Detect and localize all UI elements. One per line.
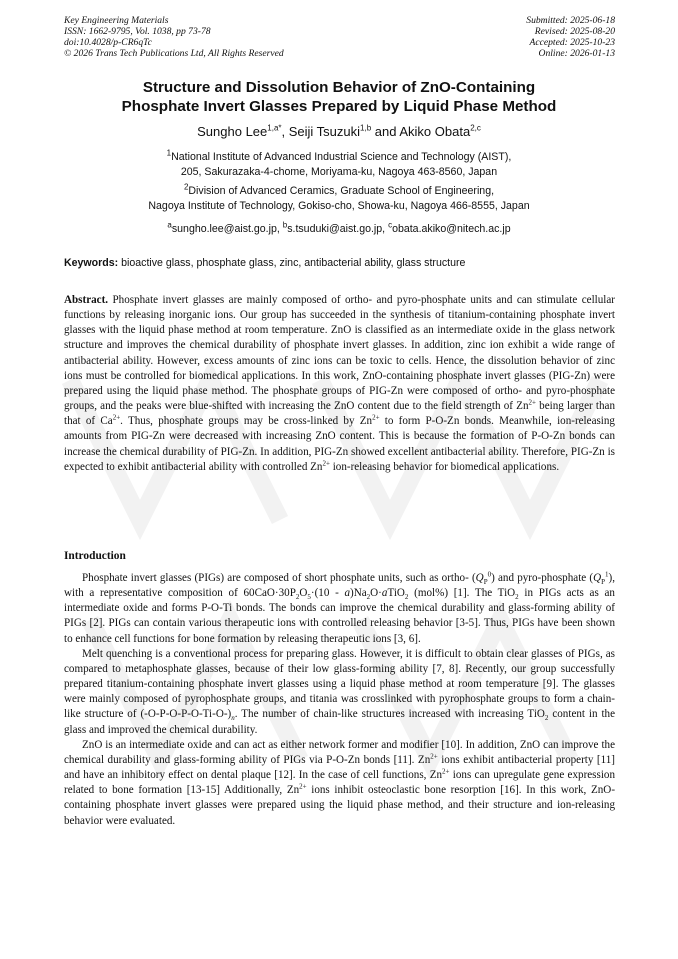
email-link[interactable]: sungho.lee@aist.go.jp, [171, 223, 283, 235]
email-link[interactable]: s.tsuduki@aist.go.jp, [287, 223, 389, 235]
var-n: n [231, 714, 235, 723]
email-marker: b [282, 220, 288, 230]
journal-name: Key Engineering Materials [64, 15, 169, 26]
charge-sup: 2+ [442, 767, 450, 776]
affil-line: National Institute of Advanced Industrial Science and Technology (AIST), [171, 151, 512, 163]
email-marker: c [388, 220, 393, 230]
text: O [299, 587, 308, 600]
journal-header [64, 15, 284, 59]
author-emails [0, 222, 678, 236]
text: (mol%) [1]. The TiO [408, 587, 516, 600]
introduction-body [64, 571, 615, 829]
affil-marker: 2 [183, 182, 189, 192]
abstract-text: being larger than that of Ca [64, 400, 615, 428]
author-list [0, 124, 678, 140]
online-date: Online: 2026-01-13 [538, 48, 615, 59]
dates-header [526, 15, 615, 59]
sub: 2 [544, 714, 549, 723]
text: Melt quenching is a conventional process for preparing glass. However, it is difficult to obtain clear glasses of PIGs, as compared to metaphosphate glasses, because of their low glass-forming ability [7, 8]. Recently, our group successfully prepared titanium-containing phosphate invert glasses using a liquid phase method at room temperature [9]. The glasses were mainly composed of pyrophosphate groups, and titania was crosslinked with pyrophosphate groups to form a chain-like structure of (-O-P-O-P-O-Ti-O-) [64, 647, 615, 721]
text: ions inhibit osteoclastic bone resorption [16]. In this work, ZnO-containing phosphate invert glasses were prepared using the liquid phase method, and their structure and ion-releasing behavior were evaluated. [64, 784, 616, 827]
paper-title [0, 78, 678, 116]
author-affil: 2,c [470, 123, 481, 133]
charge-sup: 2+ [322, 459, 330, 468]
intro-paragraph-3 [64, 738, 615, 829]
keywords [64, 256, 616, 270]
abstract [64, 293, 615, 475]
text: ions exhibit antibacterial property [11] and have an inhibitory effect on dental plaque [12]. In the case of cell functions, Zn [64, 753, 615, 782]
sub: 5 [307, 593, 311, 602]
sub: 2 [404, 593, 409, 602]
var-a: a [344, 587, 351, 600]
affiliation-1 [0, 150, 678, 180]
affil-line: 205, Sakurazaka-4-chome, Moriyama-ku, Nagoya 463-8560, Japan [180, 166, 498, 178]
sup: 0 [487, 570, 492, 579]
q-symbol: Q [593, 572, 602, 584]
var-a: a [381, 587, 388, 600]
author-affil: 1,b [360, 123, 372, 133]
abstract-text: Phosphate invert glasses are mainly composed of ortho- and pyro-phosphate units and can stimulate cellular functions by releasing inorganic ions. Our group has succeeded in the synthesis of titanium-containing phosphate invert glasses with the liquid phase method at room temperature. ZnO is classified as an intermediate oxide in the glass network structure and improves the chemical durability of phosphate invert glasses. In addition, zinc ion exhibit a wide range of antibacterial ability. However, excess amounts of zinc ions can be toxic to cells. Hence, the dissolution behavior of zinc ions must be controlled for biomedical applications. In this work, ZnO-containing phosphate invert glasses (PIG-Zn) were prepared using the liquid phase method. The phosphate groups of PIG-Zn were composed of ortho- and pyro-phosphate groups, and the peaks were blue-shifted with increasing the ZnO content due to the field strength of Zn [64, 294, 615, 413]
accepted-date: Accepted: 2025-10-23 [529, 37, 615, 48]
text: O· [370, 587, 382, 600]
intro-paragraph-1 [64, 571, 615, 647]
sup: 1 [605, 570, 609, 579]
doi: doi:10.4028/p-CR6qTc [64, 37, 152, 48]
author-affil: 1,a* [267, 123, 282, 133]
text: )Na [350, 587, 367, 600]
abstract-text: ion-releasing behavior for biomedical applications. [329, 460, 560, 473]
title-line-2: Phosphate Invert Glasses Prepared by Liquid Phase Method [121, 98, 557, 115]
revised-date: Revised: 2025-08-20 [534, 26, 615, 37]
sub: 2 [366, 593, 371, 602]
abstract-label: Abstract. [64, 294, 109, 306]
affil-line: Nagoya Institute of Technology, Gokiso-cho, Showa-ku, Nagoya 466-8555, Japan [148, 200, 530, 212]
text: Phosphate invert glasses (PIGs) are composed of short phosphate units, such as ortho- ( [82, 572, 476, 584]
affil-marker: 1 [166, 148, 172, 158]
sub: 2 [515, 593, 519, 602]
author-name: Seiji Tsuzuki [288, 124, 361, 139]
title-line-1: Structure and Dissolution Behavior of ZnO-Containing [142, 79, 536, 96]
sub: P [483, 578, 488, 587]
separator: and [371, 124, 400, 139]
affiliation-2 [0, 184, 678, 214]
text: ·(10 - [310, 587, 345, 600]
text: in PIGs acts as an intermediate oxide and forms P-O-Ti bonds. The bonds can improve the chemical durability and glass-forming ability of PIGs [2]. PIGs can contain various therapeutic ions with controlled releasing behavior [3-5]. Thus, PIGs have been shown to enhance cell functions for bone formation by releasing therapeutic ions [3, 6]. [64, 587, 615, 645]
affil-line: Division of Advanced Ceramics, Graduate School of Engineering, [188, 185, 495, 197]
charge-sup: 2+ [430, 752, 438, 761]
separator: , [281, 124, 289, 139]
q-symbol: Q [475, 572, 484, 584]
submitted-date: Submitted: 2025-06-18 [526, 15, 615, 26]
issn: ISSN: 1662-9795, Vol. 1038, pp 73-78 [64, 26, 211, 37]
abstract-text: to form P-O-Zn bonds. Meanwhile, ion-releasing amounts from PIG-Zn were decreased with increasing ZnO content. This is because the formation of P-O-Zn bonds can increase the chemical durability of PIG-Zn. In addition, PIG-Zn showed excellent antibacterial ability. Therefore, PIG-Zn is expected to exhibit antibacterial ability with controlled Zn [64, 415, 615, 473]
keywords-label: Keywords: [64, 257, 119, 269]
charge-sup: 2+ [112, 413, 121, 422]
sub: 2 [295, 593, 300, 602]
text: ) and pyro-phosphate ( [491, 572, 594, 584]
charge-sup: 2+ [528, 398, 536, 407]
text: content in the glass and improved the chemical durability. [64, 708, 616, 736]
text: ), with a representative composition of 60CaO·30P [64, 572, 615, 600]
charge-sup: 2+ [372, 413, 380, 422]
text: ions can upregulate gene expression related to bone formation [13-15] Additionally, Zn [64, 769, 615, 797]
text: TiO [387, 587, 405, 600]
copyright: © 2026 Trans Tech Publications Ltd, All Rights Reserved [64, 48, 284, 59]
author-name: Akiko Obata [399, 124, 471, 139]
charge-sup: 2+ [299, 782, 307, 791]
abstract-text: . Thus, phosphate groups may be cross-linked by Zn [120, 415, 373, 428]
introduction-heading: Introduction [64, 550, 126, 562]
author-name: Sungho Lee [197, 124, 268, 139]
email-marker: a [167, 220, 172, 230]
text: . The number of chain-like structures increased with increasing TiO [234, 708, 545, 721]
sub: P [601, 578, 606, 587]
email-link[interactable]: obata.akiko@nitech.ac.jp [392, 223, 511, 235]
text: ZnO is an intermediate oxide and can act as either network former and modifier [10]. In addition, ZnO can improve the chemical durability and glass-forming ability of PIGs via P-O-Zn bonds [11]. Zn [64, 738, 615, 766]
intro-paragraph-2 [64, 647, 615, 738]
keywords-text: bioactive glass, phosphate glass, zinc, antibacterial ability, glass structure [118, 257, 466, 269]
